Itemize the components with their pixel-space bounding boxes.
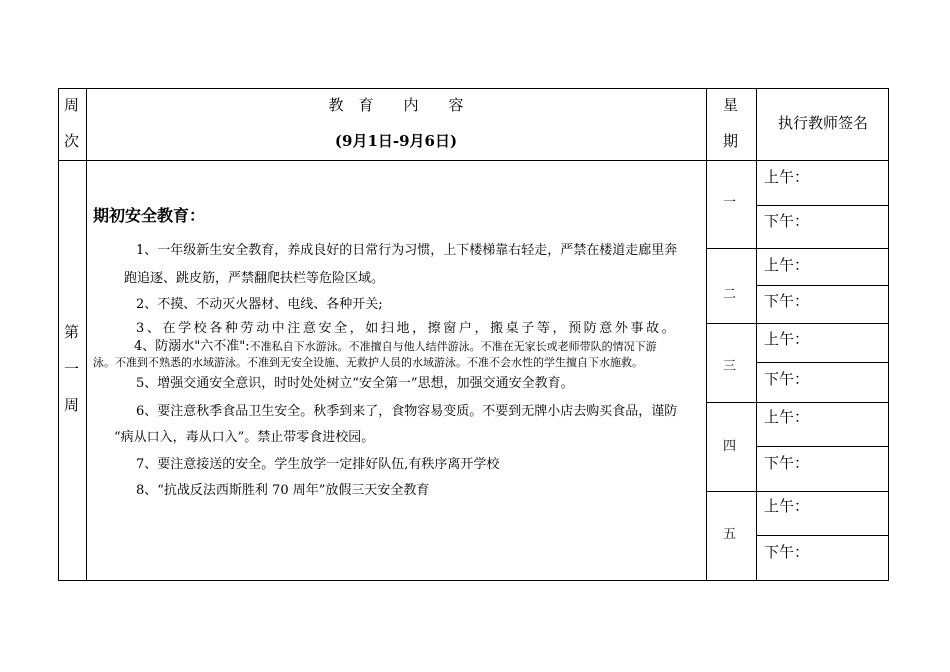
item-1-line-2: 跑追逐、跳皮筋，严禁翻爬扶栏等危险区域。 xyxy=(124,271,385,286)
item-6-line-2: “病从口入，毒从口入”。禁止带零食进校园。 xyxy=(114,430,375,445)
weekday-wed: 三 xyxy=(723,359,737,374)
header-week-char-2: 次 xyxy=(64,132,80,150)
table-border-top xyxy=(58,88,889,89)
item-7: 7、要注意接送的安全。学生放学一定排好队伍,有秩序离开学校 xyxy=(136,457,500,472)
day-divider-4 xyxy=(706,491,889,492)
signature-pm-wed[interactable]: 下午： xyxy=(764,370,810,388)
signature-am-tue[interactable]: 上午： xyxy=(764,256,810,274)
signature-pm-tue[interactable]: 下午： xyxy=(764,292,810,310)
ampm-divider-5 xyxy=(756,535,889,536)
signature-am-wed[interactable]: 上午： xyxy=(764,330,810,348)
day-divider-1 xyxy=(706,248,889,249)
item-1-line-1: 1、一年级新生安全教育，养成良好的日常行为习惯，上下楼梯靠右轻走，严禁在楼道走廊里奔 xyxy=(136,243,678,258)
weekday-tue: 二 xyxy=(723,287,737,302)
item-2: 2、不摸、不动灭火器材、电线、各种开关; xyxy=(136,297,383,312)
table-border-left xyxy=(58,88,59,581)
week-label-char-3: 周 xyxy=(64,396,80,414)
signature-am-thu[interactable]: 上午： xyxy=(764,408,810,426)
col-divider-2 xyxy=(706,88,707,581)
ampm-divider-2 xyxy=(756,285,889,286)
table-border-right xyxy=(888,88,889,581)
item-4-prefix: 4、防溺水"六不准": xyxy=(134,339,250,354)
item-3: 3、在学校各种劳动中注意安全，如扫地，擦窗户，搬桌子等，预防意外事故。 xyxy=(136,321,678,336)
signature-am-fri[interactable]: 上午： xyxy=(764,497,810,515)
content-heading: 期初安全教育： xyxy=(93,206,206,225)
signature-pm-fri[interactable]: 下午： xyxy=(764,543,810,561)
header-weekday-char-2: 期 xyxy=(723,132,739,150)
weekday-mon: 一 xyxy=(723,195,737,210)
signature-pm-mon[interactable]: 下午： xyxy=(764,212,810,230)
signature-am-mon[interactable]: 上午： xyxy=(764,168,810,186)
header-weekday-char-1: 星 xyxy=(723,96,739,114)
week-label-char-1: 第 xyxy=(64,323,80,341)
day-divider-2 xyxy=(706,323,889,324)
weekday-fri: 五 xyxy=(723,527,737,542)
signature-pm-thu[interactable]: 下午： xyxy=(764,454,810,472)
item-5: 5、增强交通安全意识，时时处处树立“安全第一”思想，加强交通安全教育。 xyxy=(136,376,574,391)
table-border-bottom xyxy=(58,580,889,581)
header-week-char-1: 周 xyxy=(64,96,80,114)
col-divider-3 xyxy=(756,88,757,581)
item-4-line-1 xyxy=(134,340,657,353)
col-divider-1 xyxy=(86,88,87,581)
day-divider-3 xyxy=(706,402,889,403)
ampm-divider-4 xyxy=(756,446,889,447)
date-range: (9月1日-9月6日) xyxy=(334,132,458,150)
item-4-text-1: 不准私自下水游泳。不准擅自与他人结伴游泳。不准在无家长或老师带队的情况下游 xyxy=(249,340,657,353)
item-6-line-1: 6、要注意秋季食品卫生安全。秋季到来了，食物容易变质。不要到无牌小店去购买食品，谨防 xyxy=(136,404,678,419)
week-label-char-2: 一 xyxy=(64,360,80,378)
ampm-divider-1 xyxy=(756,205,889,206)
content-title: 教 育 内 容 xyxy=(328,96,464,114)
ampm-divider-3 xyxy=(756,362,889,363)
signature-header: 执行教师签名 xyxy=(778,114,869,132)
item-4-line-2: 泳。不准到不熟悉的水域游泳。不准到无安全设施、无救护人员的水域游泳。不准不会水性的学生擅自下水施救。 xyxy=(93,356,643,369)
item-8: 8、“抗战反法西斯胜利 70 周年”放假三天安全教育 xyxy=(136,483,430,498)
header-divider xyxy=(58,160,889,161)
weekday-thu: 四 xyxy=(723,439,737,454)
